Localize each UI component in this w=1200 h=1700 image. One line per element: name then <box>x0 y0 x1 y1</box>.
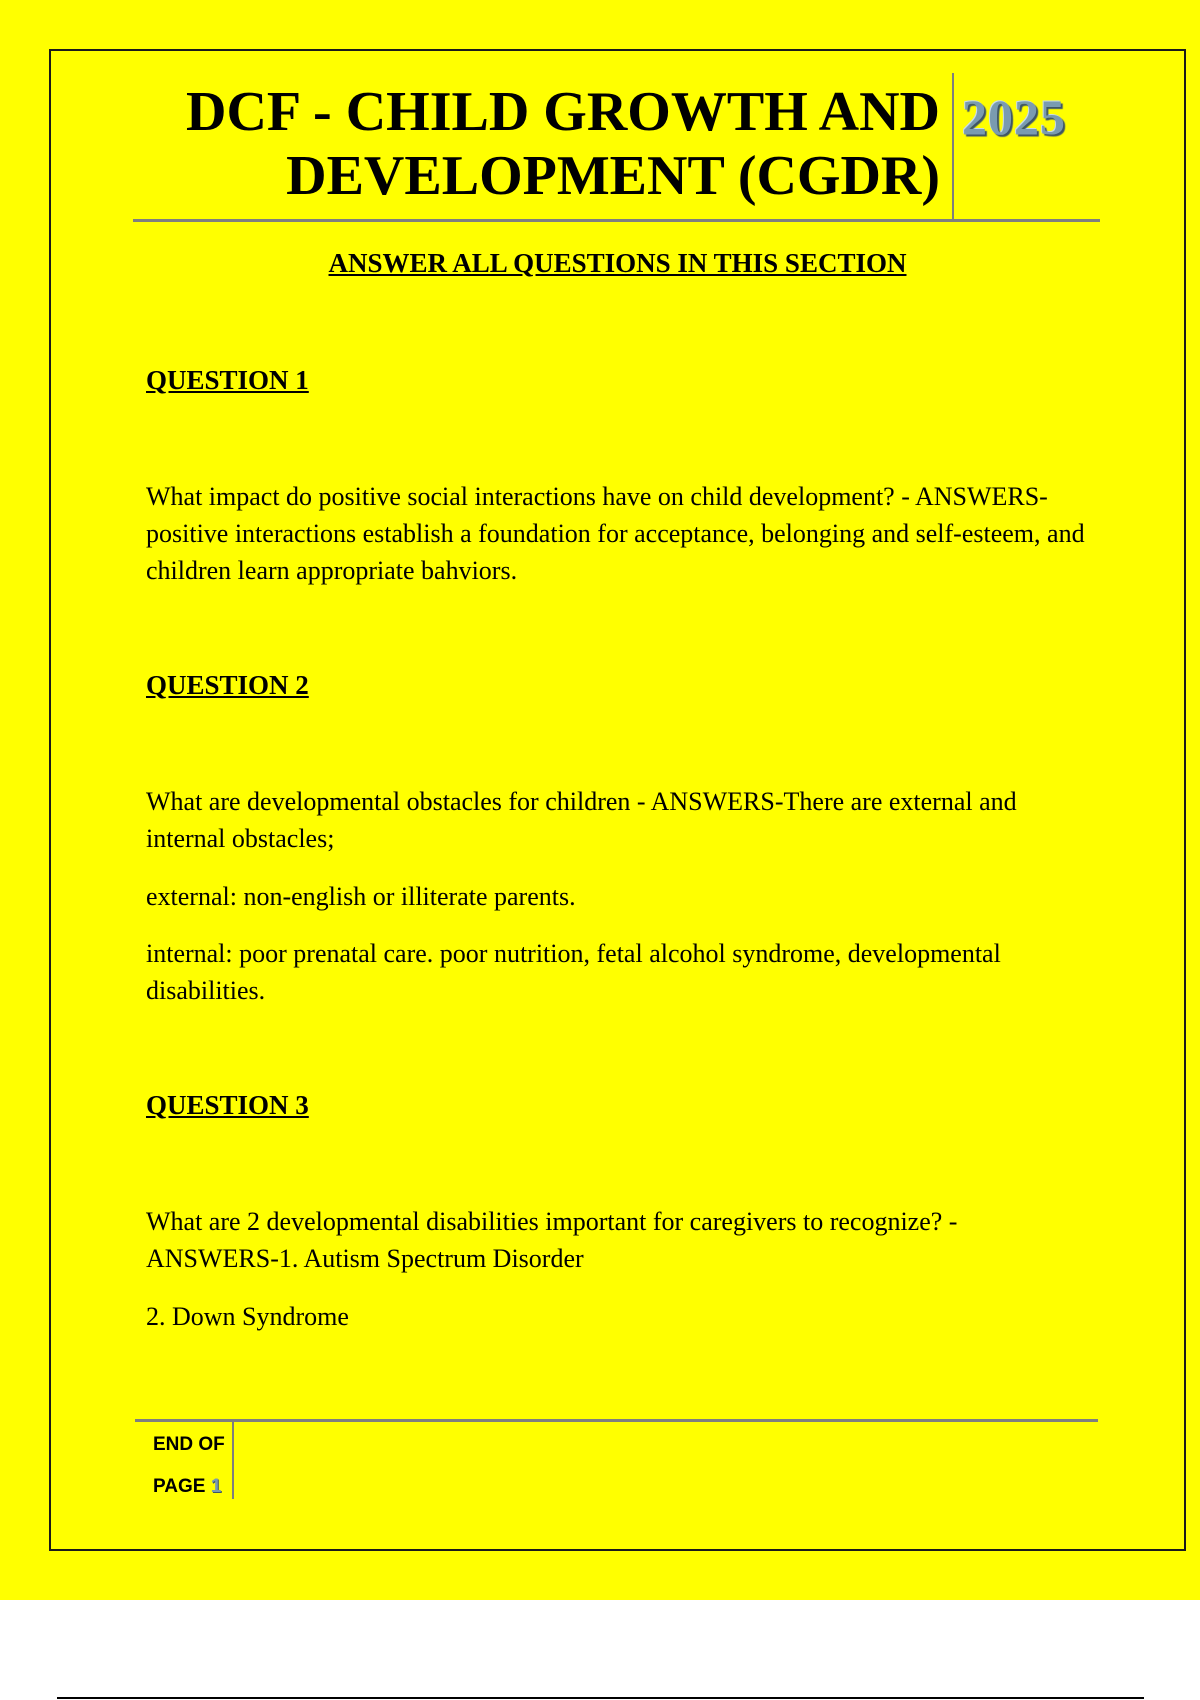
bottom-rule <box>57 1697 1144 1699</box>
question-3-text: What are 2 developmental disabilities important for caregivers to recognize? - ANSWERS-1. Autism Spectrum Disorder <box>146 1207 958 1273</box>
question-2-text: What are developmental obstacles for children - ANSWERS-There are external and internal obstacles; <box>146 787 1017 853</box>
question-1-title: QUESTION 1 <box>146 365 309 395</box>
footer-page: PAGE <box>153 1476 206 1497</box>
year-badge: 2025 <box>962 89 1066 145</box>
title-line-1: DCF - CHILD GROWTH AND <box>186 81 940 143</box>
title-line-2: DEVELOPMENT (CGDR) <box>286 145 940 207</box>
question-3-answer-2: 2. Down Syndrome <box>146 1302 349 1331</box>
question-3-title: QUESTION 3 <box>146 1090 309 1120</box>
section-heading: ANSWER ALL QUESTIONS IN THIS SECTION <box>328 248 907 278</box>
question-2-external: external: non-english or illiterate parents. <box>146 882 576 911</box>
footer-end-of: END OF <box>153 1434 225 1455</box>
question-1-text: What impact do positive social interactions have on child development? - ANSWERS-positive interactions establish a foundation for acceptance, belonging and self-esteem, and children learn appropriate bahviors. <box>146 482 1085 585</box>
question-2-title: QUESTION 2 <box>146 670 309 700</box>
document-title <box>130 80 940 208</box>
footer-rule <box>135 1419 1098 1422</box>
page-footer-label <box>153 1424 233 1508</box>
title-divider <box>952 73 954 220</box>
question-2-internal: internal: poor prenatal care. poor nutrition, fetal alcohol syndrome, developmental disabilities. <box>146 939 1001 1005</box>
header-rule <box>133 219 1100 222</box>
footer-page-number: 1 <box>210 1476 222 1497</box>
